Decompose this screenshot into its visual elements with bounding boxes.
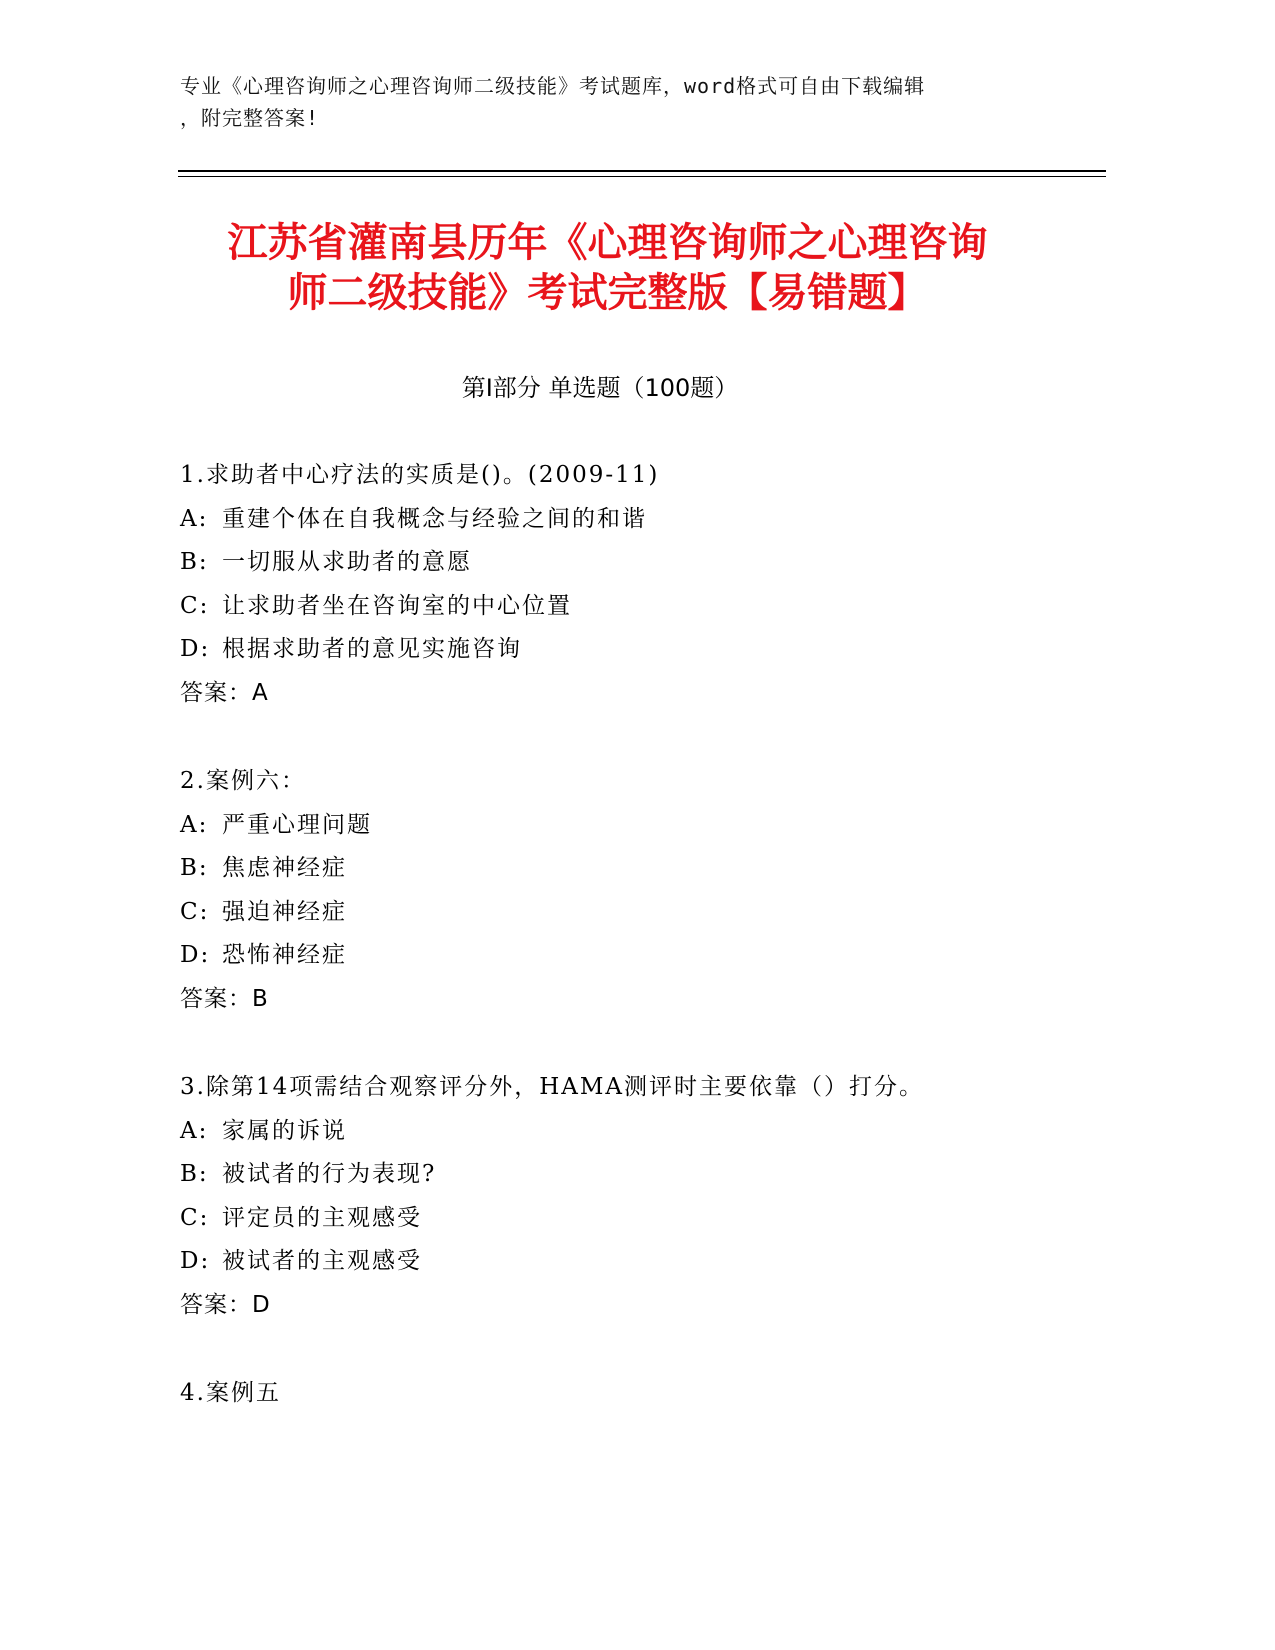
option-letter: A: (180, 505, 209, 532)
option-c (180, 891, 1110, 935)
option-c (180, 1197, 1110, 1241)
option-letter: D: (180, 636, 211, 662)
option-letter: A: (180, 1117, 209, 1144)
question-list (180, 454, 1110, 1461)
option-a (180, 498, 1110, 542)
option-letter: C: (180, 1204, 210, 1231)
question-stem: 4.案例五 (180, 1380, 281, 1406)
option-text: 家属的诉说 (222, 1117, 347, 1144)
question-3 (180, 1066, 1110, 1327)
option-letter: B: (180, 1161, 209, 1187)
option-text: 评定员的主观感受 (222, 1204, 422, 1231)
option-text: 强迫神经症 (222, 898, 347, 925)
question-stem: 2.案例六： (180, 768, 306, 794)
option-c (180, 585, 1110, 629)
answer-value: A (252, 679, 269, 706)
answer-line (180, 672, 1110, 716)
option-text: 焦虑神经症 (222, 855, 347, 881)
question-stem: 1.求助者中心疗法的实质是()。(2009-11) (180, 462, 660, 488)
option-text: 重建个体在自我概念与经验之间的和谐 (222, 505, 647, 532)
option-d (180, 1240, 1110, 1284)
question-1 (180, 454, 1110, 715)
option-letter: C: (180, 592, 210, 619)
header-note (180, 70, 1040, 134)
option-a (180, 804, 1110, 848)
answer-value: B (252, 985, 269, 1012)
document-title-line-2: 师二级技能》考试完整版【易错题】 (287, 270, 928, 316)
option-a (180, 1110, 1110, 1154)
option-b (180, 541, 1110, 585)
option-text: 严重心理问题 (222, 811, 372, 838)
option-d (180, 628, 1110, 672)
header-divider-thin (178, 176, 1106, 177)
answer-line (180, 978, 1110, 1022)
option-text: 一切服从求助者的意愿 (222, 549, 472, 575)
question-4 (180, 1372, 1110, 1416)
answer-label: 答案： (180, 679, 252, 706)
option-text: 恐怖神经症 (222, 942, 347, 968)
option-b (180, 1153, 1110, 1197)
header-divider-thick (178, 170, 1106, 172)
option-d (180, 934, 1110, 978)
answer-label: 答案： (180, 1291, 252, 1318)
option-text: 根据求助者的意见实施咨询 (222, 636, 522, 662)
option-letter: A: (180, 811, 209, 838)
document-title-line-1: 江苏省灌南县历年《心理咨询师之心理咨询 (227, 220, 988, 266)
option-letter: C: (180, 898, 210, 925)
option-text: 被试者的主观感受 (222, 1248, 422, 1274)
option-letter: B: (180, 549, 209, 575)
option-text: 让求助者坐在咨询室的中心位置 (222, 592, 572, 619)
answer-value: D (252, 1291, 271, 1318)
header-note-line-1: 专业《心理咨询师之心理咨询师二级技能》考试题库，word格式可自由下载编辑 (180, 74, 926, 98)
answer-line (180, 1284, 1110, 1328)
document-title (150, 218, 1065, 318)
option-text: 被试者的行为表现? (222, 1161, 437, 1187)
section-heading: 第Ⅰ部分 单选题（100题） (461, 374, 739, 402)
header-note-line-2: ，附完整答案! (180, 106, 320, 130)
question-stem: 3.除第14项需结合观察评分外，HAMA测评时主要依靠（）打分。 (180, 1074, 925, 1100)
option-b (180, 847, 1110, 891)
option-letter: D: (180, 1248, 211, 1274)
option-letter: D: (180, 942, 211, 968)
option-letter: B: (180, 855, 209, 881)
answer-label: 答案： (180, 985, 252, 1012)
question-2 (180, 760, 1110, 1021)
